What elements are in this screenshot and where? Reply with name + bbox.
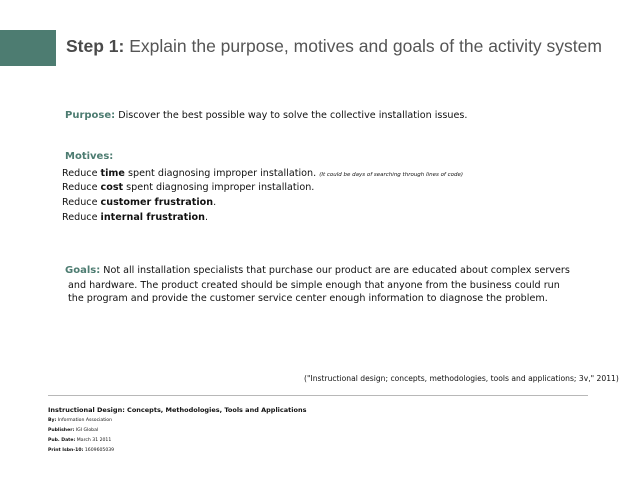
goals-line-2: and hardware. The product created should be simple enough that anyone from the business could run bbox=[68, 280, 560, 291]
motive-text: . bbox=[204, 212, 209, 223]
motive-keyword: time bbox=[100, 168, 125, 179]
reference-key: By: bbox=[48, 418, 57, 423]
motive-item bbox=[62, 212, 208, 223]
motive-note: (It could be days of searching through lines of code) bbox=[319, 172, 464, 178]
goals-text: Not all installation specialists that purchase our product are are educated about complex servers bbox=[100, 265, 570, 276]
motive-item bbox=[62, 182, 314, 193]
motive-prefix: Reduce bbox=[62, 212, 101, 223]
reference-value: IGI Global bbox=[74, 428, 99, 433]
title-text: Explain the purpose, motives and goals of the activity system bbox=[124, 36, 602, 56]
motive-item bbox=[62, 168, 463, 179]
slide-title bbox=[66, 36, 602, 57]
motive-text: . bbox=[213, 197, 217, 208]
goals-label: Goals: bbox=[65, 265, 101, 276]
motive-prefix: Reduce bbox=[62, 197, 101, 208]
title-accent-bar bbox=[0, 30, 56, 66]
goals-line-3: the program and provide the customer service center enough information to diagnose the problem. bbox=[68, 293, 548, 304]
reference-isbn bbox=[48, 448, 114, 453]
reference-pub-date bbox=[48, 438, 111, 443]
purpose-text: Discover the best possible way to solve the collective installation issues. bbox=[115, 110, 468, 121]
title-step: Step 1: bbox=[66, 36, 125, 56]
purpose-label: Purpose: bbox=[65, 110, 116, 121]
reference-publisher bbox=[48, 428, 98, 433]
motive-keyword: cost bbox=[100, 182, 124, 193]
motive-text: spent diagnosing improper installation. bbox=[124, 168, 320, 179]
motives-label: Motives: bbox=[65, 151, 114, 162]
slide-title-bar bbox=[0, 30, 638, 66]
motive-keyword: customer frustration bbox=[100, 197, 214, 208]
reference-author bbox=[48, 418, 112, 423]
reference-value: March 31 2011 bbox=[75, 438, 112, 443]
motive-keyword: internal frustration bbox=[100, 212, 205, 223]
motive-item bbox=[62, 197, 216, 208]
motive-text: spent diagnosing improper installation. bbox=[123, 182, 315, 193]
reference-divider bbox=[48, 395, 588, 396]
reference-title: Instructional Design: Concepts, Methodologies, Tools and Applications bbox=[48, 406, 307, 414]
citation: ("Instructional design; concepts, methodologies, tools and applications; 3v," 2011) bbox=[304, 374, 619, 383]
reference-value: Information Association bbox=[56, 418, 113, 423]
reference-key: Print Isbn-10: bbox=[48, 448, 84, 453]
goals-line-1 bbox=[65, 265, 570, 276]
motive-prefix: Reduce bbox=[62, 182, 101, 193]
reference-key: Pub. Date: bbox=[48, 438, 76, 443]
reference-value: 1609605039 bbox=[83, 448, 115, 453]
purpose-paragraph bbox=[65, 110, 467, 121]
motive-prefix: Reduce bbox=[62, 168, 101, 179]
reference-key: Publisher: bbox=[48, 428, 75, 433]
